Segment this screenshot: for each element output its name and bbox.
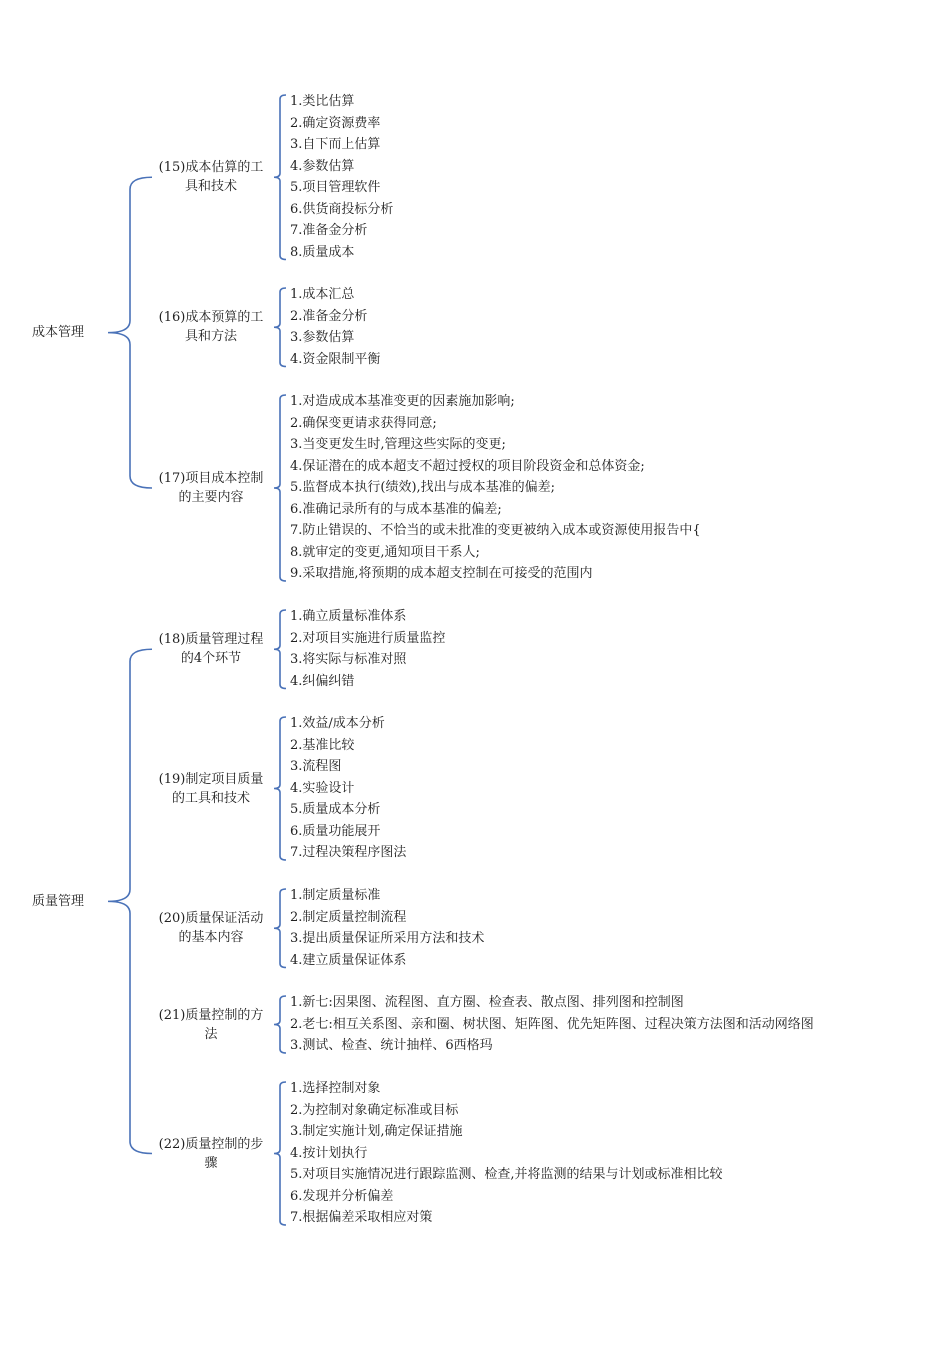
list-item: 4.资金限制平衡 [290, 351, 381, 367]
group-label: (16)成本预算的工具和方法 [158, 310, 264, 345]
group-label: (17)项目成本控制的主要内容 [158, 471, 264, 505]
list-item: 5.监督成本执行(绩效),找出与成本基准的偏差; [290, 480, 556, 495]
group-label: (20)质量保证活动的基本内容 [158, 911, 264, 946]
list-item: 4.纠偏纠错 [290, 673, 355, 689]
group-brace [274, 996, 286, 1053]
group-label: (18)质量管理过程的4个环节 [158, 632, 264, 667]
group-brace [274, 95, 286, 260]
list-item: 2.为控制对象确定标准或目标 [290, 1102, 459, 1118]
list-item: 3.测试、检查、统计抽样、6西格玛 [290, 1038, 493, 1053]
list-item: 5.项目管理软件 [290, 180, 381, 195]
list-item: 8.质量成本 [290, 244, 355, 260]
group-label: (22)质量控制的步骤 [158, 1136, 264, 1171]
list-item: 5.对项目实施情况进行跟踪监测、检查,并将监测的结果与计划或标准相比较 [290, 1167, 723, 1182]
list-item: 1.选择控制对象 [290, 1081, 381, 1096]
group-brace [274, 610, 286, 689]
section-brace [108, 177, 152, 488]
list-item: 3.流程图 [290, 759, 342, 774]
group-label: (21)质量控制的方法 [158, 1007, 264, 1042]
list-item: 8.就审定的变更,通知项目干系人; [290, 544, 480, 560]
list-item: 3.参数估算 [290, 330, 355, 345]
group-label: (19)制定项目质量的工具和技术 [158, 771, 264, 806]
section-title: 成本管理 [32, 325, 85, 341]
list-item: 5.质量成本分析 [290, 802, 381, 817]
list-item: 2.准备金分析 [290, 308, 368, 324]
list-item: 3.制定实施计划,确定保证措施 [290, 1124, 463, 1139]
group-label: (15)成本估算的工具和技术 [158, 160, 264, 195]
group-brace [274, 1082, 286, 1225]
section-title: 质量管理 [32, 893, 85, 909]
list-item: 1.制定质量标准 [290, 888, 381, 903]
list-item: 7.准备金分析 [290, 223, 368, 238]
list-item: 4.参数估算 [290, 158, 355, 174]
list-item: 1.成本汇总 [290, 287, 355, 302]
list-item: 1.新七:因果图、流程图、直方圈、检查表、散点图、排列图和控制图 [290, 995, 684, 1010]
list-item: 6.供货商投标分析 [290, 201, 394, 217]
list-item: 4.按计划执行 [290, 1145, 368, 1161]
list-item: 2.对项目实施进行质量监控 [290, 630, 446, 646]
list-item: 2.确保变更请求获得同意; [290, 415, 437, 431]
list-item: 7.过程决策程序图法 [290, 845, 407, 860]
list-item: 2.确定资源费率 [290, 115, 381, 131]
list-item: 2.基准比较 [290, 737, 355, 753]
list-item: 3.自下而上估算 [290, 137, 381, 152]
list-item: 6.发现并分析偏差 [290, 1188, 394, 1204]
list-item: 2.老七:相互关系图、亲和圈、树状图、矩阵图、优先矩阵图、过程决策方法图和活动网络图 [290, 1016, 814, 1032]
list-item: 1.效益/成本分析 [290, 716, 385, 731]
list-item: 6.准确记录所有的与成本基准的偏差; [290, 501, 502, 517]
list-item: 3.将实际与标准对照 [290, 652, 407, 667]
list-item: 3.当变更发生时,管理这些实际的变更; [290, 437, 506, 452]
list-item: 4.建立质量保证体系 [290, 952, 407, 968]
list-item: 4.实验设计 [290, 780, 355, 796]
list-item: 7.防止错误的、不恰当的或未批准的变更被纳入成本或资源使用报告中{ [290, 523, 701, 538]
list-item: 2.制定质量控制流程 [290, 909, 407, 925]
list-item: 3.提出质量保证所采用方法和技术 [290, 931, 485, 946]
group-brace [274, 717, 286, 860]
list-item: 4.保证潜在的成本超支不超过授权的项目阶段资金和总体资金; [290, 458, 645, 474]
group-brace [274, 395, 286, 581]
group-brace [274, 889, 286, 968]
section-brace [108, 649, 152, 1153]
group-brace [274, 288, 286, 367]
list-item: 1.对造成成本基准变更的因素施加影响; [290, 394, 515, 409]
list-item: 1.类比估算 [290, 94, 355, 109]
list-item: 7.根据偏差采取相应对策 [290, 1210, 433, 1225]
list-item: 6.质量功能展开 [290, 823, 381, 839]
list-item: 1.确立质量标准体系 [290, 609, 407, 624]
list-item: 9.采取措施,将预期的成本超支控制在可接受的范围内 [290, 566, 593, 581]
